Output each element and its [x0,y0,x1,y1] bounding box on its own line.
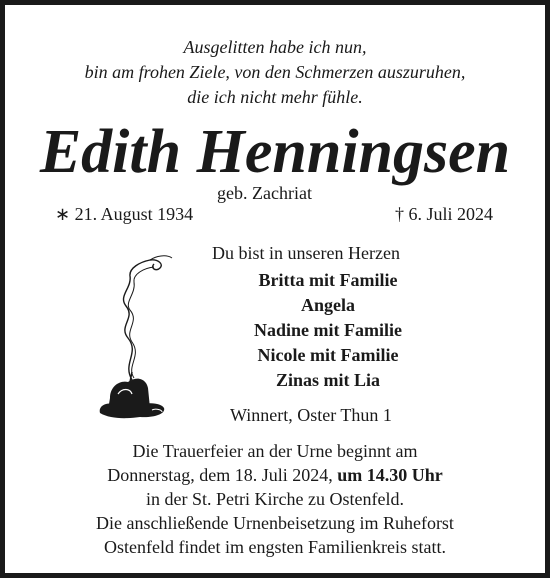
list-item: Nicole mit Familie [257,345,399,365]
birth-date: ∗ 21. August 1934 [55,204,194,224]
birth-name: geb. Zachriat [217,183,312,203]
poem-line: bin am frohen Ziele, von den Schmerzen auszuruhen, [84,62,466,82]
list-item: Zinas mit Lia [275,370,381,390]
service-info [0,439,550,559]
list-item: Angela [301,295,355,315]
list-item: Britta mit Familie [258,270,398,290]
mourner-list [190,268,466,393]
service-line [0,463,550,487]
candle-icon [92,248,182,423]
address: Winnert, Oster Thun 1 [230,405,392,425]
service-date: Donnerstag, dem 18. Juli 2024, [107,465,333,485]
list-item: Nadine mit Familie [254,320,402,340]
service-line: in der St. Petri Kirche zu Ostenfeld. [146,489,404,509]
poem-line: die ich nicht mehr fühle. [187,87,363,107]
poem-line: Ausgelitten habe ich nun, [183,37,367,57]
service-line: Die anschließende Urnenbeisetzung im Ruheforst [96,513,454,533]
service-line: Die Trauerfeier an der Urne beginnt am [132,441,418,461]
service-time: um 14.30 Uhr [337,465,443,485]
heart-line: Du bist in unseren Herzen [212,243,400,263]
death-date: † 6. Juli 2024 [394,204,493,224]
deceased-name: Edith Henningsen [39,118,511,186]
service-line: Ostenfeld findet im engsten Familienkreis statt. [104,537,446,557]
poem [0,35,550,110]
